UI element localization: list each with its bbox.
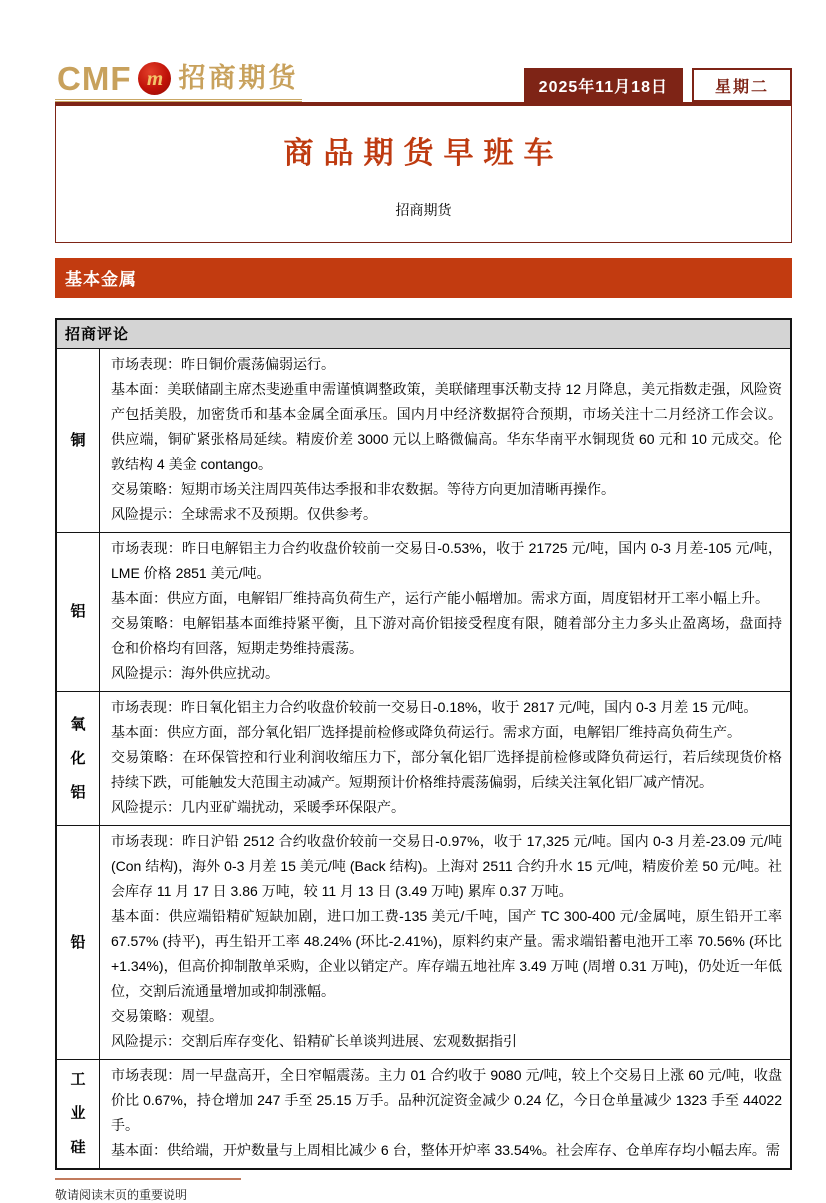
page-subtitle: 招商期货 bbox=[395, 202, 452, 218]
commentary-paragraph: 市场表现：周一早盘高开，全日窄幅震荡。主力 01 合约收于 9080 元/吨，较上个交易日上涨 60 元/吨，收盘价比 0.67%，持仓增加 247 手至 25.15 万手。品种沉淀资金减少 0.24 亿，今日仓单量减少 1323 手至 44022 手。 bbox=[111, 1067, 782, 1133]
commodity-label: 工业硅 bbox=[56, 1060, 100, 1170]
report-footer bbox=[55, 1178, 792, 1203]
commodity-label: 铝 bbox=[56, 533, 100, 692]
commodity-label: 铅 bbox=[56, 826, 100, 1060]
table-row bbox=[56, 826, 791, 1060]
commodity-commentary-cell bbox=[100, 349, 792, 533]
commentary-paragraph: 交易策略：短期市场关注周四英伟达季报和非农数据。等待方向更加清晰再操作。 bbox=[111, 481, 615, 497]
commodity-commentary-cell bbox=[100, 1060, 792, 1170]
table-row bbox=[56, 692, 791, 826]
brand-logo bbox=[55, 62, 302, 102]
footer-divider bbox=[55, 1178, 241, 1180]
title-box bbox=[55, 102, 792, 243]
commentary-paragraph: 风险提示：全球需求不及预期。仅供参考。 bbox=[111, 506, 377, 522]
page-title: 商品期货早班车 bbox=[283, 137, 564, 170]
commodity-commentary-cell bbox=[100, 692, 792, 826]
commentary-paragraph: 基本面：供应方面，电解铝厂维持高负荷生产，运行产能小幅增加。需求方面，周度铝材开工率小幅上升。 bbox=[111, 590, 769, 606]
footer-note: 敬请阅读末页的重要说明 bbox=[55, 1188, 188, 1202]
commentary-paragraph: 风险提示：交割后库存变化、铅精矿长单谈判进展、宏观数据指引 bbox=[111, 1033, 517, 1049]
commentary-table-head bbox=[56, 319, 791, 349]
commentary-paragraph: 交易策略：电解铝基本面维持紧平衡，且下游对高价铝接受程度有限，随着部分主力多头止盈离场，盘面持仓和价格均有回落，短期走势维持震荡。 bbox=[111, 615, 782, 656]
commentary-paragraph: 风险提示：几内亚矿端扰动，采暖季环保限产。 bbox=[111, 799, 405, 815]
commentary-paragraph: 市场表现：昨日氧化铝主力合约收盘价较前一交易日-0.18%，收于 2817 元/吨，国内 0-3 月差 15 元/吨。 bbox=[111, 699, 758, 715]
cmf-monogram-icon: m bbox=[138, 62, 171, 95]
table-row bbox=[56, 533, 791, 692]
commentary-paragraph: 市场表现：昨日电解铝主力合约收盘价较前一交易日-0.53%，收于 21725 元/吨，国内 0-3 月差-105 元/吨，LME 价格 2851 美元/吨。 bbox=[111, 540, 782, 581]
commentary-paragraph: 基本面：供给端，开炉数量与上周相比减少 6 台，整体开炉率 33.54%。社会库存、仓单库存均小幅去库。需 bbox=[111, 1142, 780, 1158]
commentary-paragraph: 基本面：美联储副主席杰斐逊重申需谨慎调整政策，美联储理事沃勒支持 12 月降息，美元指数走强，风险资产包括美股，加密货币和基本金属全面承压。国内月中经济数据符合预期，市场关注十二月经济工作会议。供应端，铜矿紧张格局延续。精废价差 3000 元以上略微偏高。华东华南平水铜现货 60 元和 10 元成交。伦敦结构 4 美金 contango。 bbox=[111, 381, 782, 472]
commodity-label: 氧化铝 bbox=[56, 692, 100, 826]
commentary-paragraph: 基本面：供应方面，部分氧化铝厂选择提前检修或降负荷运行。需求方面，电解铝厂维持高负荷生产。 bbox=[111, 724, 741, 740]
date-badges bbox=[524, 68, 792, 102]
commentary-paragraph: 市场表现：昨日铜价震荡偏弱运行。 bbox=[111, 356, 335, 372]
table-row bbox=[56, 1060, 791, 1170]
weekday-badge: 星期二 bbox=[692, 68, 792, 102]
report-header bbox=[55, 62, 792, 102]
table-row bbox=[56, 349, 791, 533]
brand-name: 招商期货 bbox=[178, 63, 299, 93]
commodity-commentary-cell bbox=[100, 533, 792, 692]
commentary-paragraph: 基本面：供应端铅精矿短缺加剧，进口加工费-135 美元/千吨，国产 TC 300-400 元/金属吨，原生铅开工率 67.57% (持平)，再生铅开工率 48.24% (环比-2.41%)，原料约束产量。需求端铅蓄电池开工率 70.56% (环比+1.34%)，但高价抑制散单采购，企业以销定产。库存端五地社库 3.49 万吨 (周增 0.31 万吨)，仍处近一年低位，交割后流通量增加或抑制涨幅。 bbox=[111, 908, 782, 999]
commentary-paragraph: 风险提示：海外供应扰动。 bbox=[111, 665, 279, 681]
section-banner-base-metals: 基本金属 bbox=[55, 258, 792, 298]
table-header-row bbox=[56, 319, 791, 349]
commentary-table-body bbox=[56, 349, 791, 1170]
commentary-table bbox=[55, 318, 792, 1170]
table-header: 招商评论 bbox=[56, 319, 791, 349]
commodity-commentary-cell bbox=[100, 826, 792, 1060]
commodity-label: 铜 bbox=[56, 349, 100, 533]
commentary-paragraph: 交易策略：观望。 bbox=[111, 1008, 223, 1024]
commentary-paragraph: 交易策略：在环保管控和行业利润收缩压力下，部分氧化铝厂选择提前检修或降负荷运行，若后续现货价格持续下跌，可能触发大范围主动减产。短期预计价格维持震荡偏弱，后续关注氧化铝厂减产情况。 bbox=[111, 749, 782, 790]
date-badge: 2025年11月18日 bbox=[524, 68, 683, 102]
cmf-wordmark: CMF bbox=[57, 60, 132, 97]
commentary-paragraph: 市场表现：昨日沪铅 2512 合约收盘价较前一交易日-0.97%，收于 17,325 元/吨。国内 0-3 月差-23.09 元/吨 (Con 结构)，海外 0-3 月差 15 美元/吨 (Back 结构)。上海对 2511 合约升水 15 元/吨，精废价差 50 元/吨。社会库存 11 月 17 日 3.86 万吨，较 11 月 13 日 (3.49 万吨) 累库 0.37 万吨。 bbox=[111, 833, 782, 899]
